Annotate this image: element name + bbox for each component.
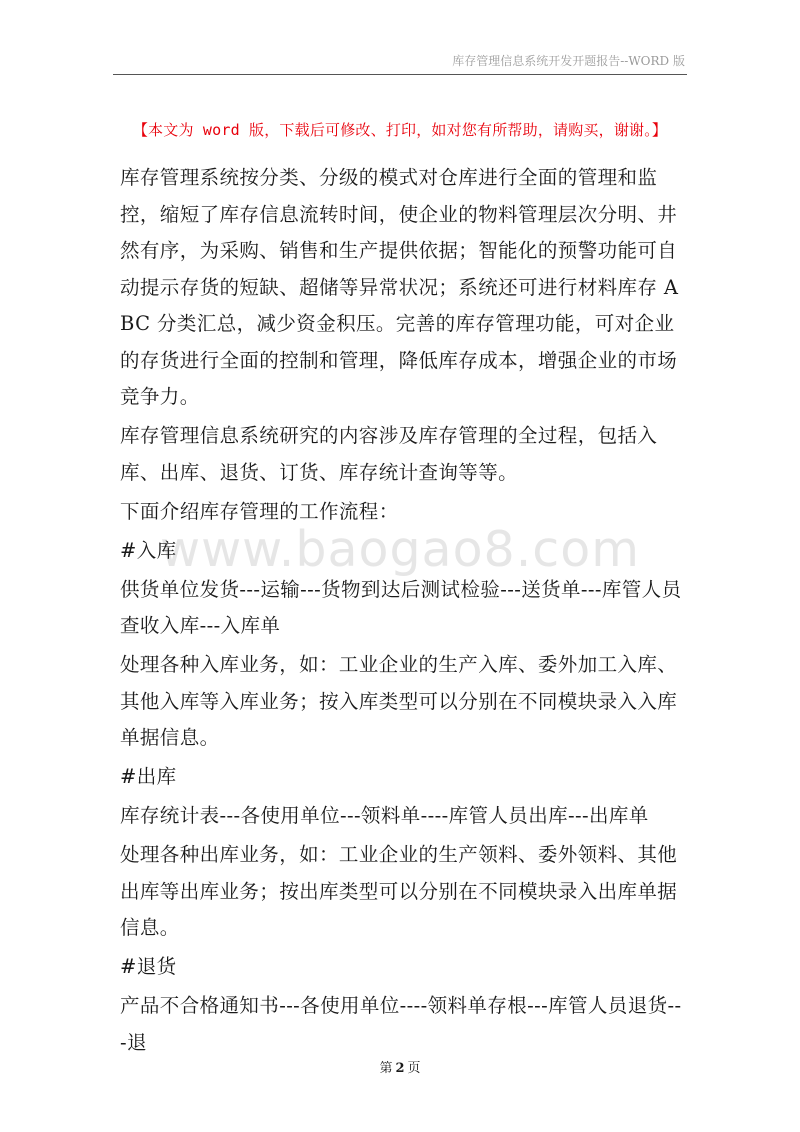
- paragraph-outbound-flow: 库存统计表---各使用单位---领料单----库管人员出库---出库单: [120, 804, 649, 827]
- section-heading-inbound: #入库: [120, 538, 177, 562]
- document-body: [120, 160, 686, 1064]
- header-divider: [113, 74, 687, 75]
- page-number: 2: [395, 1061, 405, 1076]
- paragraph-intro: 库存管理系统按分类、分级的模式对仓库进行全面的管理和监控，缩短了库存信息流转时间，使企业的物料管理层次分明、井然有序，为采购、销售和生产提供依据；智能化的预警功能可自动提示存货的短缺、超储等异常状况；系统还可进行材料库存 ABC 分类汇总，减少资金积压。完善的库存管理功能，可对企业的存货进行全面的控制和管理，降低库存成本，增强企业的市场竞争力。: [120, 166, 679, 408]
- running-header: 库存管理信息系统开发开题报告--WORD 版: [452, 54, 685, 68]
- paragraph-scope: 库存管理信息系统研究的内容涉及库存管理的全过程，包括入库、出库、退货、订货、库存统计查询等等。: [120, 424, 658, 484]
- paragraph-workflow-intro: 下面介绍库存管理的工作流程：: [120, 499, 399, 523]
- paragraph-outbound-detail: 处理各种出库业务，如：工业企业的生产领料、委外领料、其他出库等出库业务；按出库类型可以分别在不同模块录入出库单据信息。: [120, 843, 678, 939]
- page-label-prefix: 第: [379, 1061, 393, 1076]
- section-heading-return: #退货: [120, 955, 177, 978]
- section-heading-outbound: #出库: [120, 765, 177, 788]
- paragraph-inbound-detail: 处理各种入库业务，如：工业企业的生产入库、委外加工入库、其他入库等入库业务；按入库类型可以分别在不同模块录入入库单据信息。: [120, 653, 678, 749]
- paragraph-return-flow: 产品不合格通知书---各使用单位----领料单存根---库管人员退货---退: [120, 994, 682, 1054]
- watermark: www.baogao8.com: [160, 521, 640, 578]
- download-notice: 【本文为 word 版，下载后可修改、打印，如对您有所帮助，请购买，谢谢。】: [132, 121, 668, 139]
- paragraph-inbound-flow: 供货单位发货---运输---货物到达后测试检验---送货单---库管人员查收入库---入库单: [120, 577, 682, 637]
- page-label-suffix: 页: [407, 1061, 421, 1076]
